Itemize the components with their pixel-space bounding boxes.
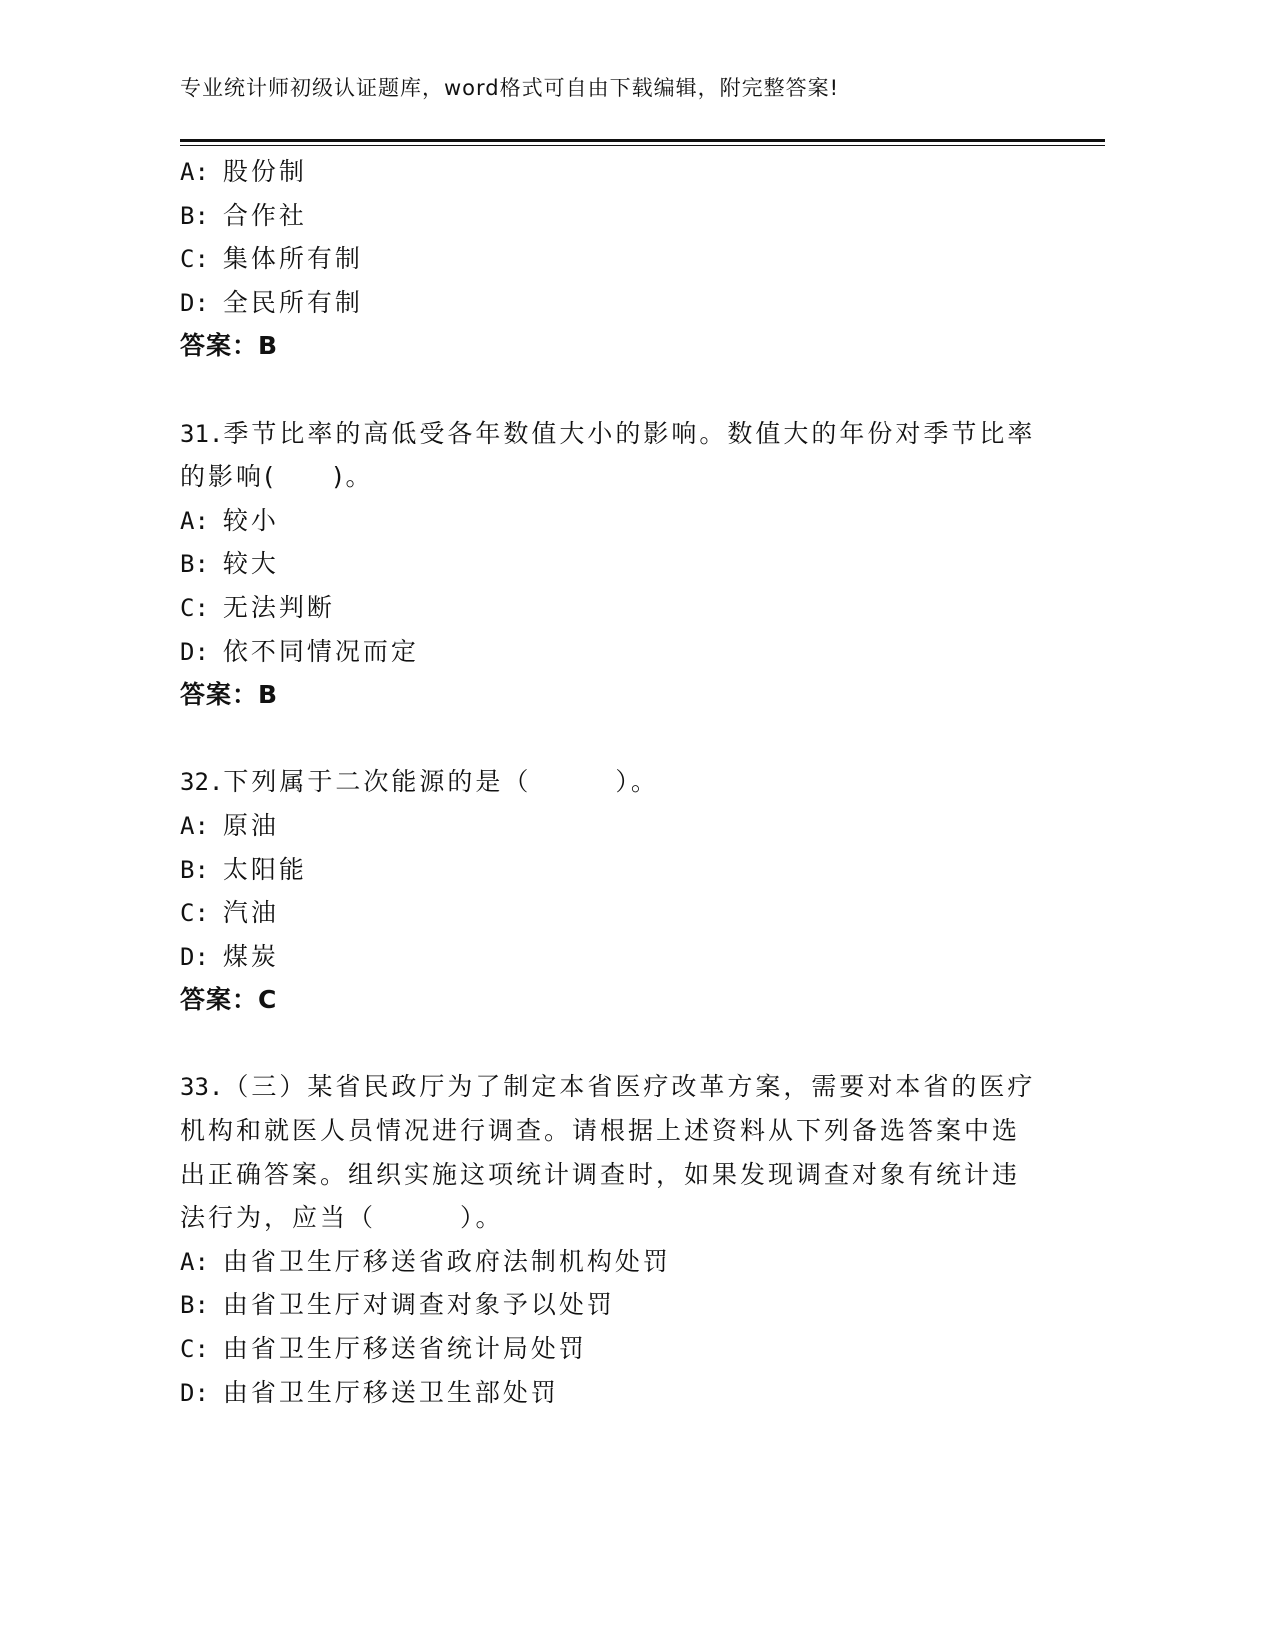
header-rule-thin [180,145,1105,146]
question-stem-cont: 出正确答案。组织实施这项统计调查时，如果发现调查对象有统计违 [180,1159,1021,1189]
option-b: B: 较大 [180,549,279,579]
option-a: A: 股份制 [180,157,307,186]
spacer [180,1022,1110,1066]
page-header: 专业统计师初级认证题库，word格式可自由下载编辑，附完整答案! [180,76,840,100]
question-stem-cont: 机构和就医人员情况进行调查。请根据上述资料从下列备选答案中选 [180,1116,1021,1146]
question-list [180,150,1110,1414]
spacer [180,717,1110,761]
option-c: C: 由省卫生厅移送省统计局处罚 [180,1334,587,1364]
answer-line: 答案：B [180,680,279,710]
question-stem: 33.（三）某省民政厅为了制定本省医疗改革方案，需要对本省的医疗 [180,1072,1036,1102]
option-c: C: 汽油 [180,898,279,928]
option-c: C: 集体所有制 [180,244,363,274]
question-stem-cont: 的影响( )。 [180,462,374,492]
question-stem-cont: 法行为，应当（ ）。 [180,1203,504,1233]
option-a: A: 较小 [180,505,279,535]
option-d: D: 全民所有制 [180,287,363,317]
question-33 [180,1065,1110,1414]
question-32 [180,760,1110,1022]
spacer [180,368,1110,412]
answer-line: 答案：C [180,985,278,1015]
header-rule-thick [180,139,1105,142]
question-30 [180,150,1110,368]
option-c: C: 无法判断 [180,592,335,622]
option-b: B: 合作社 [180,200,307,230]
question-stem: 32.下列属于二次能源的是（ ）。 [180,767,659,797]
answer-line: 答案：B [180,331,279,361]
option-d: D: 由省卫生厅移送卫生部处罚 [180,1377,559,1407]
option-d: D: 煤炭 [180,941,279,971]
question-31 [180,412,1110,717]
option-d: D: 依不同情况而定 [180,636,419,666]
option-a: A: 原油 [180,810,279,840]
option-b: B: 由省卫生厅对调查对象予以处罚 [180,1290,615,1320]
question-stem: 31.季节比率的高低受各年数值大小的影响。数值大的年份对季节比率 [180,418,1036,448]
option-b: B: 太阳能 [180,854,307,884]
option-a: A: 由省卫生厅移送省政府法制机构处罚 [180,1246,671,1276]
